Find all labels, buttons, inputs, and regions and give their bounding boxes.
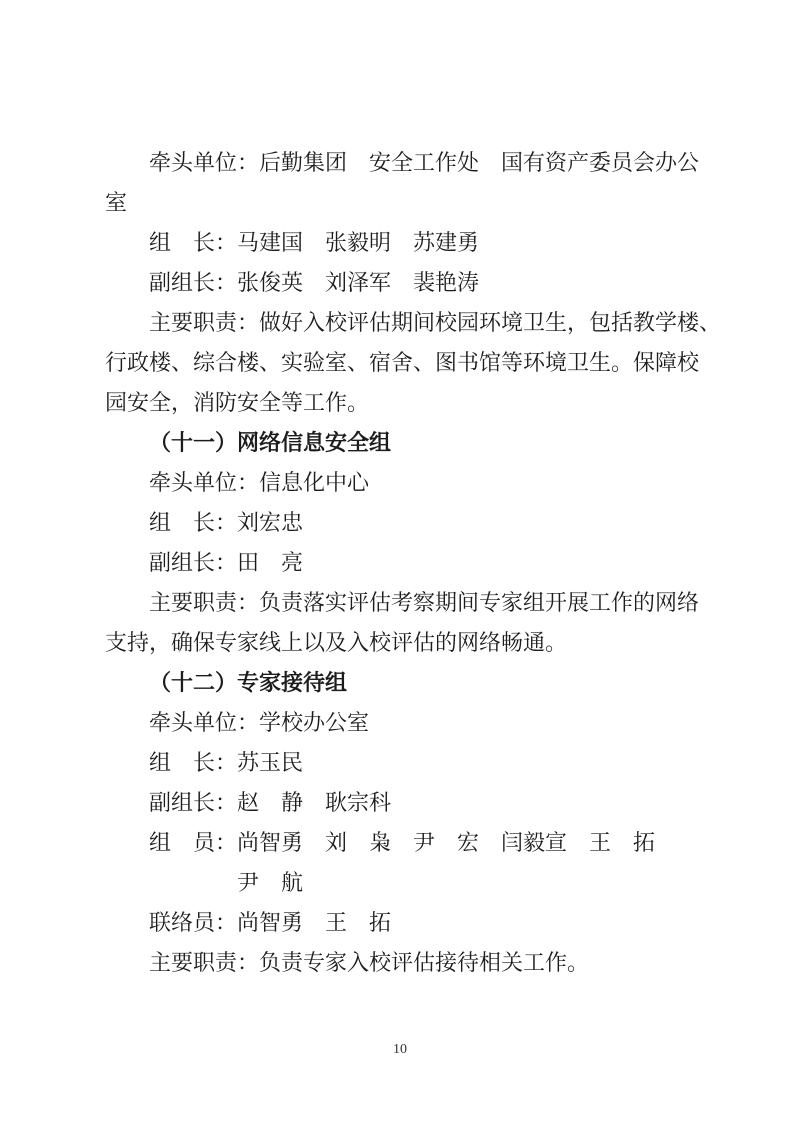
sec12-members-line1: 组 员：尚智勇 刘 枭 尹 宏 闫毅宣 王 拓 [149, 830, 656, 855]
sec11-lead-unit-line: 牵头单位：信息化中心 [149, 470, 370, 495]
sec10-duties-line2: 行政楼、综合楼、实验室、宿舍、图书馆等环境卫生。保障校 [105, 350, 700, 375]
sec11-duties-line1: 主要职责：负责落实评估考察期间专家组开展工作的网络 [149, 590, 700, 615]
sec12-deputy-line: 副组长：赵 静 耿宗科 [149, 790, 392, 815]
sec10-lead-unit-line2: 室 [105, 190, 128, 215]
sec12-members-line2: 尹 航 [237, 870, 304, 895]
sec12-duties-line: 主要职责：负责专家入校评估接待相关工作。 [149, 950, 590, 975]
page-number: 10 [393, 1042, 407, 1057]
sec12-heading: （十二）专家接待组 [149, 670, 348, 695]
sec10-duties-line3: 园安全，消防安全等工作。 [105, 390, 370, 415]
document-body [105, 143, 722, 983]
sec10-deputy-line: 副组长：张俊英 刘泽军 裴艳涛 [149, 270, 480, 295]
sec11-leader-line: 组 长：刘宏忠 [149, 510, 304, 535]
sec11-duties-line2: 支持，确保专家线上以及入校评估的网络畅通。 [105, 630, 568, 655]
sec10-duties-line1: 主要职责：做好入校评估期间校园环境卫生，包括教学楼、 [149, 310, 722, 335]
sec11-heading: （十一）网络信息安全组 [149, 430, 392, 455]
sec12-leader-line: 组 长：苏玉民 [149, 750, 304, 775]
sec10-lead-unit-line1: 牵头单位：后勤集团 安全工作处 国有资产委员会办公 [149, 150, 700, 175]
sec12-lead-unit-line: 牵头单位：学校办公室 [149, 710, 370, 735]
sec12-liaison-line: 联络员：尚智勇 王 拓 [149, 910, 392, 935]
sec10-leader-line: 组 长：马建国 张毅明 苏建勇 [149, 230, 480, 255]
sec11-deputy-line: 副组长：田 亮 [149, 550, 304, 575]
